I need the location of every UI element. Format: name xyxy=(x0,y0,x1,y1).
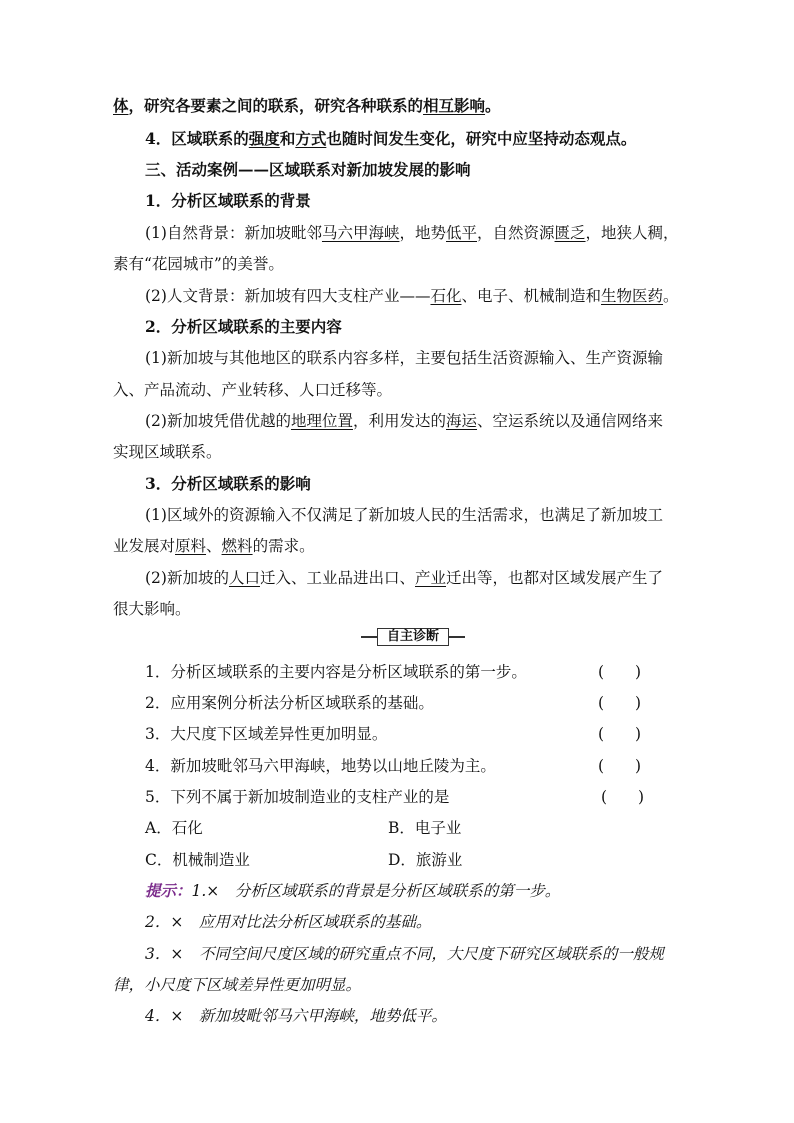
answer-text: 方式 xyxy=(295,129,327,148)
text: 和 xyxy=(279,129,296,148)
para-line xyxy=(113,96,501,116)
answer-blank: ( ) xyxy=(598,663,642,681)
subheading: 2．分析区域联系的主要内容 xyxy=(145,317,342,336)
answer-text: 产业 xyxy=(415,569,447,587)
option-d: D．旅游业 xyxy=(388,851,463,869)
text: ，自然资源 xyxy=(477,224,555,242)
badge-label: 自主诊断 xyxy=(377,628,449,646)
question-item: 2．应用案例分析法分析区域联系的基础。 xyxy=(145,694,434,712)
question-item: 1．分析区域联系的主要内容是分析区域联系的第一步。 xyxy=(145,663,527,681)
option-a: A．石化 xyxy=(145,819,203,837)
question-item: 4．新加坡毗邻马六甲海峡，地势以山地丘陵为主。 xyxy=(145,757,496,775)
para-line: (1)新加坡与其他地区的联系内容多样，主要包括生活资源输入、生产资源输 xyxy=(145,349,663,367)
text: 、电子、机械制造和 xyxy=(461,287,601,305)
hint-line: 律，小尺度下区域差异性更加明显。 xyxy=(113,976,362,994)
text: 4．区域联系的 xyxy=(145,129,249,148)
answer-text: 原料 xyxy=(175,537,207,555)
para-line xyxy=(113,536,315,556)
text: 。 xyxy=(485,96,501,115)
question-item: 5．下列不属于新加坡制造业的支柱产业的是 xyxy=(145,788,450,806)
text: 。 xyxy=(663,287,679,305)
hint-line: 3．× 不同空间尺度区域的研究重点不同，大尺度下研究区域联系的一般规 xyxy=(145,945,664,963)
text: ，研究各要素之间的联系，研究各种联系的 xyxy=(128,96,424,115)
text: (2)新加坡的 xyxy=(145,569,229,587)
answer-blank: ( ) xyxy=(598,725,642,743)
hint-line: 4．× 新加坡毗邻马六甲海峡，地势低平。 xyxy=(145,1007,447,1025)
para-line: (1)区域外的资源输入不仅满足了新加坡人民的生活需求，也满足了新加坡工 xyxy=(145,506,663,524)
hint-line: 2．× 应用对比法分析区域联系的基础。 xyxy=(145,913,432,931)
answer-blank: ( ) xyxy=(601,788,645,806)
text: (1)自然背景：新加坡毗邻 xyxy=(145,224,322,242)
answer-text: 相互影响 xyxy=(423,96,486,115)
answer-text: 强度 xyxy=(248,129,280,148)
answer-text: 石化 xyxy=(430,287,462,305)
answer-text: 地理位置 xyxy=(290,412,353,430)
text: 迁出等，也都对区域发展产生了 xyxy=(446,569,664,587)
text: 业发展对 xyxy=(113,537,176,555)
answer-text: 人口 xyxy=(228,569,260,587)
text: 也随时间发生变化，研究中应坚持动态观点。 xyxy=(326,129,637,148)
text: 、 xyxy=(206,537,222,555)
text: 、空运系统以及通信网络来 xyxy=(477,412,664,430)
hint-label: 提示： xyxy=(145,881,192,900)
answer-text: 生物医药 xyxy=(601,287,664,305)
text: 的需求。 xyxy=(252,537,315,555)
option-b: B．电子业 xyxy=(388,819,462,837)
answer-text: 体 xyxy=(113,96,129,115)
para-line: 实现区域联系。 xyxy=(113,443,222,461)
text: (2)人文背景：新加坡有四大支柱产业—— xyxy=(145,287,431,305)
para-line xyxy=(145,568,663,588)
para-line: 入、产品流动、产业转移、人口迁移等。 xyxy=(113,381,393,399)
para-line xyxy=(145,286,679,306)
text: 迁入、工业品进出口、 xyxy=(259,569,415,587)
answer-text: 马六甲海峡 xyxy=(321,224,400,242)
answer-text: 匮乏 xyxy=(554,224,586,242)
hint-line xyxy=(145,881,560,901)
answer-text: 燃料 xyxy=(221,537,253,555)
section-heading: 三、活动案例——区域联系对新加坡发展的影响 xyxy=(145,160,471,179)
para-line: 素有“花园城市”的美誉。 xyxy=(113,255,284,273)
para-line: 很大影响。 xyxy=(113,600,191,618)
section-badge xyxy=(361,628,465,646)
text: ，利用发达的 xyxy=(352,412,446,430)
subheading: 3．分析区域联系的影响 xyxy=(145,474,311,493)
text: ，地狭人稠， xyxy=(585,224,679,242)
subheading: 1．分析区域联系的背景 xyxy=(145,191,311,210)
text: (2)新加坡凭借优越的 xyxy=(145,412,291,430)
answer-text: 低平 xyxy=(446,224,478,242)
para-line xyxy=(145,223,679,243)
answer-blank: ( ) xyxy=(598,757,642,775)
text: ，地势 xyxy=(399,224,446,242)
answer-blank: ( ) xyxy=(598,694,642,712)
question-item: 3．大尺度下区域差异性更加明显。 xyxy=(145,725,388,743)
hint-text: 1.× 分析区域联系的背景是分析区域联系的第一步。 xyxy=(191,882,561,900)
para-line xyxy=(145,129,636,149)
answer-text: 海运 xyxy=(446,412,478,430)
option-c: C．机械制造业 xyxy=(145,851,250,869)
para-line xyxy=(145,411,663,431)
